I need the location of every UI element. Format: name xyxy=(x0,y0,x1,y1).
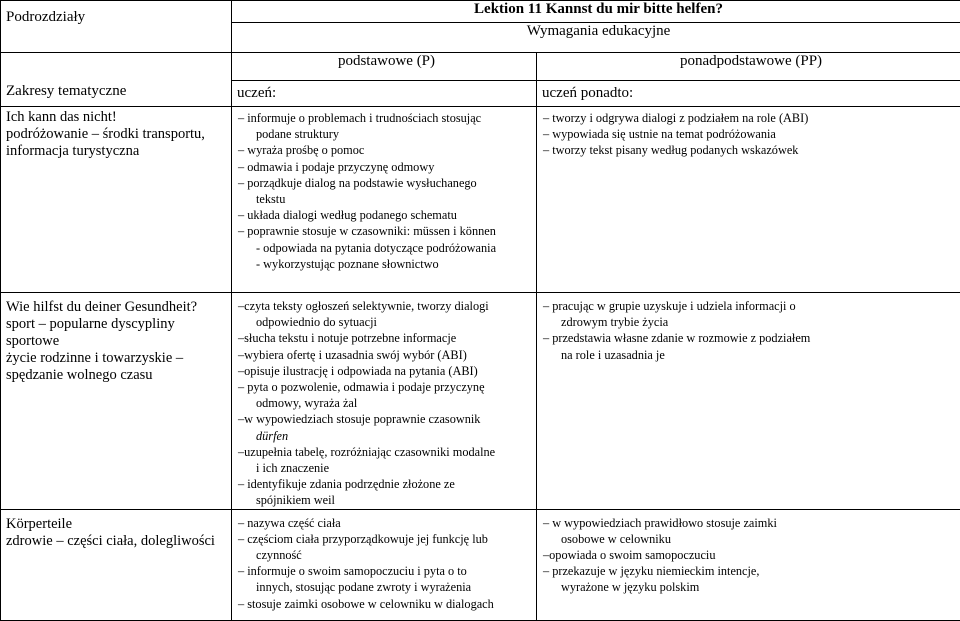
list-item: –słucha tekstu i notuje potrzebne informacje xyxy=(238,330,536,346)
list-item: – informuje o problemach i trudnościach stosując xyxy=(238,110,536,126)
list-item: tekstu xyxy=(238,191,536,207)
list-item: spójnikiem weil xyxy=(238,492,536,508)
list-item: – przekazuje w języku niemieckim intencje, xyxy=(543,563,960,579)
list-item: – pyta o pozwolenie, odmawia i podaje przyczynę xyxy=(238,379,536,395)
list-item: – tworzy tekst pisany według podanych wskazówek xyxy=(543,142,960,158)
table-row xyxy=(1,293,960,510)
advanced-requirements xyxy=(537,509,960,620)
list-item: i ich znaczenie xyxy=(238,460,536,476)
lesson-title: Lektion 11 Kannst du mir bitte helfen? xyxy=(232,1,960,23)
advanced-requirements xyxy=(537,293,960,510)
topic-cell xyxy=(1,293,232,510)
list-item: –w wypowiedziach stosuje poprawnie czasownik xyxy=(238,411,536,427)
advanced-requirements xyxy=(537,107,960,293)
topic-title: Ich kann das nicht! xyxy=(6,109,231,126)
list-item: – częściom ciała przyporządkowuje jej funkcję lub xyxy=(238,531,536,547)
list-item: – wyraża prośbę o pomoc xyxy=(238,142,536,158)
list-item: – w wypowiedziach prawidłowo stosuje zaimki xyxy=(543,515,960,531)
list-item: – przedstawia własne zdanie w rozmowie z podziałem xyxy=(543,330,960,346)
topic-subtitle: zdrowie – części ciała, dolegliwości xyxy=(6,533,231,550)
topic-cell xyxy=(1,509,232,620)
list-item: odpowiednio do sytuacji xyxy=(238,314,536,330)
topic-title: Körperteile xyxy=(6,516,231,533)
list-item: – poprawnie stosuje w czasowniki: müssen i können xyxy=(238,223,536,239)
list-item: - wykorzystując poznane słownictwo xyxy=(238,256,536,272)
topic-cell xyxy=(1,107,232,293)
list-item: innych, stosując podane zwroty i wyrażenia xyxy=(238,579,536,595)
basic-header: podstawowe (P) xyxy=(232,53,537,81)
list-item: – informuje o swoim samopoczuciu i pyta o to xyxy=(238,563,536,579)
list-item: czynność xyxy=(238,547,536,563)
subsections-header: Podrozdziały xyxy=(1,1,232,53)
basic-requirements xyxy=(232,509,537,620)
list-item: – stosuje zaimki osobowe w celowniku w dialogach xyxy=(238,596,536,612)
list-item: na role i uzasadnia je xyxy=(543,347,960,363)
advanced-header: ponadpodstawowe (PP) xyxy=(537,53,960,81)
basic-requirements xyxy=(232,107,537,293)
list-item: - odpowiada na pytania dotyczące podróżowania xyxy=(238,240,536,256)
list-item: odmowy, wyraża żal xyxy=(238,395,536,411)
list-item: – nazywa część ciała xyxy=(238,515,536,531)
list-item: –czyta teksty ogłoszeń selektywnie, tworzy dialogi xyxy=(238,298,536,314)
list-item: – porządkuje dialog na podstawie wysłuchanego xyxy=(238,175,536,191)
table-row xyxy=(1,107,960,293)
list-item: – tworzy i odgrywa dialogi z podziałem na role (ABI) xyxy=(543,110,960,126)
topics-header: Zakresy tematyczne xyxy=(1,53,232,107)
list-item: – wypowiada się ustnie na temat podróżowania xyxy=(543,126,960,142)
list-item: –uzupełnia tabelę, rozróżniając czasowniki modalne xyxy=(238,444,536,460)
list-item: – układa dialogi według podanego schematu xyxy=(238,207,536,223)
list-item: osobowe w celowniku xyxy=(543,531,960,547)
list-item: wyrażone w języku polskim xyxy=(543,579,960,595)
topic-subtitle: sport – popularne dyscypliny sportowe życie rodzinne i towarzyskie – spędzanie wolnego czasu xyxy=(6,316,231,384)
list-item: zdrowym trybie życia xyxy=(543,314,960,330)
list-item: –opisuje ilustrację i odpowiada na pytania (ABI) xyxy=(238,363,536,379)
list-item: – pracując w grupie uzyskuje i udziela informacji o xyxy=(543,298,960,314)
list-item: – identyfikuje zdania podrzędnie złożone ze xyxy=(238,476,536,492)
list-item: dürfen xyxy=(238,428,536,444)
list-item: podane struktury xyxy=(238,126,536,142)
student-header: uczeń: xyxy=(232,81,537,107)
basic-requirements xyxy=(232,293,537,510)
student-more-header: uczeń ponadto: xyxy=(537,81,960,107)
table-row xyxy=(1,509,960,620)
topic-subtitle: podróżowanie – środki transportu, informacja turystyczna xyxy=(6,126,231,160)
list-item: – odmawia i podaje przyczynę odmowy xyxy=(238,159,536,175)
topic-title: Wie hilfst du deiner Gesundheit? xyxy=(6,299,231,316)
list-item: –opowiada o swoim samopoczuciu xyxy=(543,547,960,563)
list-item: –wybiera ofertę i uzasadnia swój wybór (ABI) xyxy=(238,347,536,363)
requirements-header: Wymagania edukacyjne xyxy=(232,23,960,53)
